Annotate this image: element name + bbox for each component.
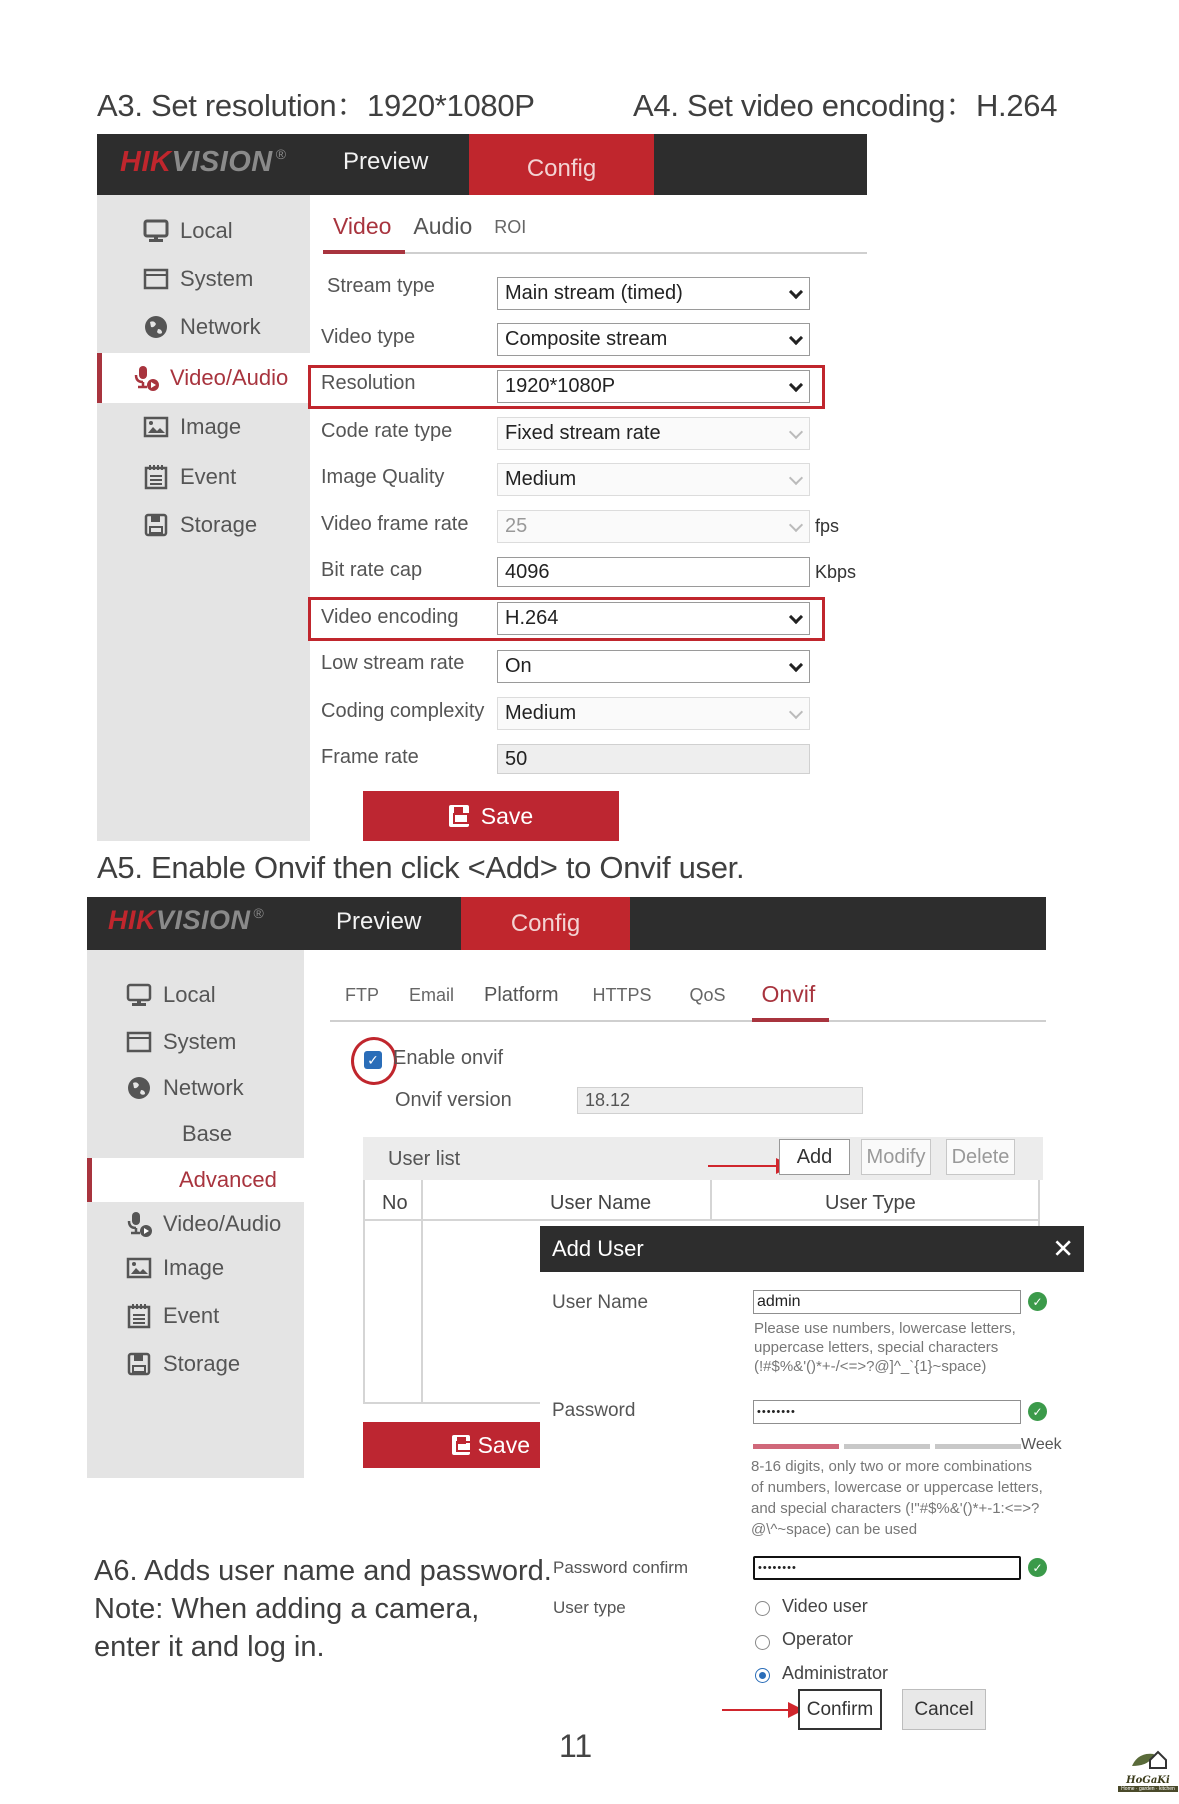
sidebar-item-system[interactable] [87,1020,304,1064]
caption-a4: A4. Set video encoding：H.264 [633,88,1058,123]
tab-ftp[interactable]: FTP [345,985,379,1005]
chevron-down-icon [789,704,803,718]
sidebar-item-image[interactable] [97,403,310,451]
sidebar-item-label: Local [180,218,233,243]
add-user-dialog [540,1226,1084,1706]
password-strength-bar-3 [935,1444,1021,1449]
sidebar-item-label: Image [163,1255,225,1280]
sidebar [87,950,304,1478]
image-quality-select[interactable]: Medium [497,463,810,496]
nav-preview[interactable]: Preview [343,148,429,175]
password-strength-bar-2 [844,1444,930,1449]
user-list-title: User list [388,1148,461,1170]
frame-rate-label: Frame rate [321,746,419,768]
sidebar-item-local[interactable] [97,207,310,255]
calendar-icon [142,463,170,491]
code-rate-type-label: Code rate type [321,420,453,442]
video-frame-rate-select[interactable]: 25 [497,510,810,543]
globe-icon [142,313,170,341]
sidebar-item-storage[interactable] [87,1342,304,1386]
video-encoding-label: Video encoding [321,606,459,628]
chevron-down-icon [789,609,803,623]
sidebar-item-network[interactable] [97,303,310,351]
leaf-house-icon [1128,1748,1168,1770]
radio-label-operator: Operator [782,1629,854,1649]
sidebar-item-video-audio[interactable] [97,353,310,403]
arrow-to-confirm [722,1709,802,1711]
sidebar-item-storage[interactable] [97,501,310,549]
video-type-select[interactable]: Composite stream [497,323,810,356]
stream-type-select[interactable]: Main stream (timed) [497,277,810,310]
sidebar-item-event[interactable] [87,1294,304,1338]
hikvision-logo: HIKVISION ® [120,146,287,178]
tab-roi[interactable]: ROI [494,217,527,237]
password-strength-label: Week [1021,1436,1062,1453]
hogaki-watermark: HoGaKi Home · garden · kitchen [1118,1748,1178,1792]
microphone-camera-icon [125,1210,153,1238]
onvif-version-input: 18.12 [577,1087,863,1114]
check-ok-icon: ✓ [1028,1558,1047,1577]
tab-onvif[interactable]: Onvif [762,981,816,1020]
radio-administrator[interactable] [755,1668,770,1683]
sidebar-item-label: Event [180,464,237,489]
sidebar-item-advanced[interactable] [87,1158,304,1202]
sidebar-item-label: System [180,266,254,291]
sidebar-item-label: System [163,1029,237,1054]
sidebar-item-label: Event [163,1303,220,1328]
arrow-to-add [708,1165,790,1167]
column-header-user-type: User Type [825,1192,916,1214]
sidebar-item-label: Local [163,982,216,1007]
chevron-down-icon [789,424,803,438]
tab-bar [330,978,1046,1022]
password-label: Password [552,1400,636,1421]
radio-label-video-user: Video user [782,1596,868,1616]
hikvision-logo: HIKVISION ® [108,905,265,935]
tab-https[interactable]: HTTPS [592,985,652,1005]
kbps-unit: Kbps [815,562,857,582]
cancel-button[interactable]: Cancel [902,1689,986,1730]
chevron-down-icon [789,377,803,391]
enable-onvif-label: Enable onvif [393,1047,504,1069]
coding-complexity-select[interactable]: Medium [497,697,810,730]
fps-unit: fps [815,516,840,536]
video-type-label: Video type [321,326,416,348]
close-icon[interactable]: ✕ [1052,1233,1074,1264]
caption-a3: A3. Set resolution：1920*1080P [97,88,535,123]
low-stream-rate-label: Low stream rate [321,652,465,674]
caption-a6: A6. Adds user name and password. Note: When adding a camera, enter it and log in. [94,1555,552,1663]
image-quality-label: Image Quality [321,466,445,488]
sidebar-item-label: Network [163,1075,244,1100]
sidebar-item-label: Video/Audio [170,365,289,390]
table-col-divider [421,1180,423,1404]
password-confirm-label: Password confirm [553,1558,689,1577]
modify-button[interactable]: Modify [861,1139,931,1175]
sidebar-item-label: Image [180,414,242,439]
radio-video-user[interactable] [755,1601,770,1616]
floppy-disk-icon [125,1350,153,1378]
sidebar-item-video-audio[interactable] [87,1202,304,1246]
frame-rate-input: 50 [497,744,810,774]
table-col-divider [710,1180,712,1220]
check-ok-icon: ✓ [1028,1292,1047,1311]
delete-button[interactable]: Delete [946,1139,1015,1175]
sidebar-item-system[interactable] [97,255,310,303]
confirm-button[interactable]: Confirm [798,1689,882,1730]
sidebar-item-network[interactable] [87,1066,304,1110]
add-button[interactable]: Add [779,1139,850,1175]
nav-config[interactable]: Config [461,897,630,950]
code-rate-type-select[interactable]: Fixed stream rate [497,417,810,450]
sidebar-item-label: Storage [163,1351,241,1376]
sidebar-item-label: Advanced [179,1167,277,1192]
globe-icon [125,1074,153,1102]
tab-audio[interactable]: Audio [413,213,473,239]
user-name-label: User Name [552,1292,649,1313]
chevron-down-icon [789,470,803,484]
chevron-down-icon [789,330,803,344]
radio-operator[interactable] [755,1635,770,1650]
password-input[interactable]: •••••••• [753,1400,1021,1424]
bit-rate-cap-input[interactable]: 4096 [497,557,810,587]
enable-onvif-checkbox[interactable]: ✓ [364,1051,382,1069]
nav-preview[interactable]: Preview [336,908,422,935]
sidebar-item-label: Base [182,1121,233,1146]
floppy-disk-icon [449,805,469,827]
sidebar-item-label: Network [180,314,261,339]
password-confirm-input[interactable]: •••••••• [753,1556,1021,1580]
stream-type-label: Stream type [327,275,435,297]
sidebar [97,195,310,841]
table-header-divider [363,1219,1040,1221]
picture-icon [125,1254,153,1282]
window-icon [125,1028,153,1056]
password-strength-bar-1 [753,1444,839,1449]
password-hint: 8-16 digits, only two or more combinations of numbers, lowercase or uppercase letters, and special characters (!"#$%&'()*+-1:<=>? @\^~space) can be used [751,1458,1043,1538]
page-number: 11 [559,1728,593,1764]
sidebar-item-label: Storage [180,512,258,537]
video-encoding-select[interactable]: H.264 [497,602,810,635]
bit-rate-cap-label: Bit rate cap [321,559,423,581]
caption-a5: A5. Enable Onvif then click <Add> to Onvif user. [97,850,745,885]
chevron-down-icon [789,657,803,671]
calendar-icon [125,1302,153,1330]
tab-email[interactable]: Email [409,985,455,1005]
video-frame-rate-label: Video frame rate [321,513,469,535]
save-button[interactable]: Save [363,791,619,841]
sidebar-item-image[interactable] [87,1246,304,1290]
column-header-no: No [382,1192,408,1214]
column-header-user-name: User Name [550,1192,652,1214]
user-name-hint: Please use numbers, lowercase letters, uppercase letters, special characters (!#$%&'()*+-/<=>?@]^_`{1}~space) [754,1320,1016,1375]
low-stream-rate-select[interactable]: On [497,650,810,683]
tab-platform[interactable]: Platform [484,984,559,1006]
dialog-title: Add User [552,1236,644,1261]
tab-video[interactable]: Video [333,213,391,252]
chevron-down-icon [789,284,803,298]
radio-label-administrator: Administrator [782,1663,889,1683]
dialog-header [540,1226,1084,1272]
tab-qos[interactable]: QoS [689,985,726,1005]
save-button[interactable]: Save [363,1422,540,1468]
floppy-disk-icon [452,1435,470,1455]
microphone-camera-icon [132,364,160,392]
resolution-select[interactable]: 1920*1080P [497,370,810,403]
onvif-version-label: Onvif version [395,1089,512,1111]
user-type-label: User type [553,1598,626,1617]
sidebar-item-label: Video/Audio [163,1211,282,1236]
picture-icon [142,413,170,441]
resolution-label: Resolution [321,372,416,394]
coding-complexity-label: Coding complexity [321,700,485,722]
monitor-icon [142,217,170,245]
check-ok-icon: ✓ [1028,1402,1047,1421]
window-icon [142,265,170,293]
chevron-down-icon [789,517,803,531]
nav-config[interactable]: Config [469,134,654,195]
tab-bar [323,200,867,254]
sidebar-item-local[interactable] [87,973,304,1017]
floppy-disk-icon [142,511,170,539]
sidebar-item-event[interactable] [97,453,310,501]
sidebar-item-base[interactable] [87,1112,304,1156]
user-name-input[interactable]: admin [753,1290,1021,1314]
monitor-icon [125,981,153,1009]
user-list-header [363,1137,1043,1180]
